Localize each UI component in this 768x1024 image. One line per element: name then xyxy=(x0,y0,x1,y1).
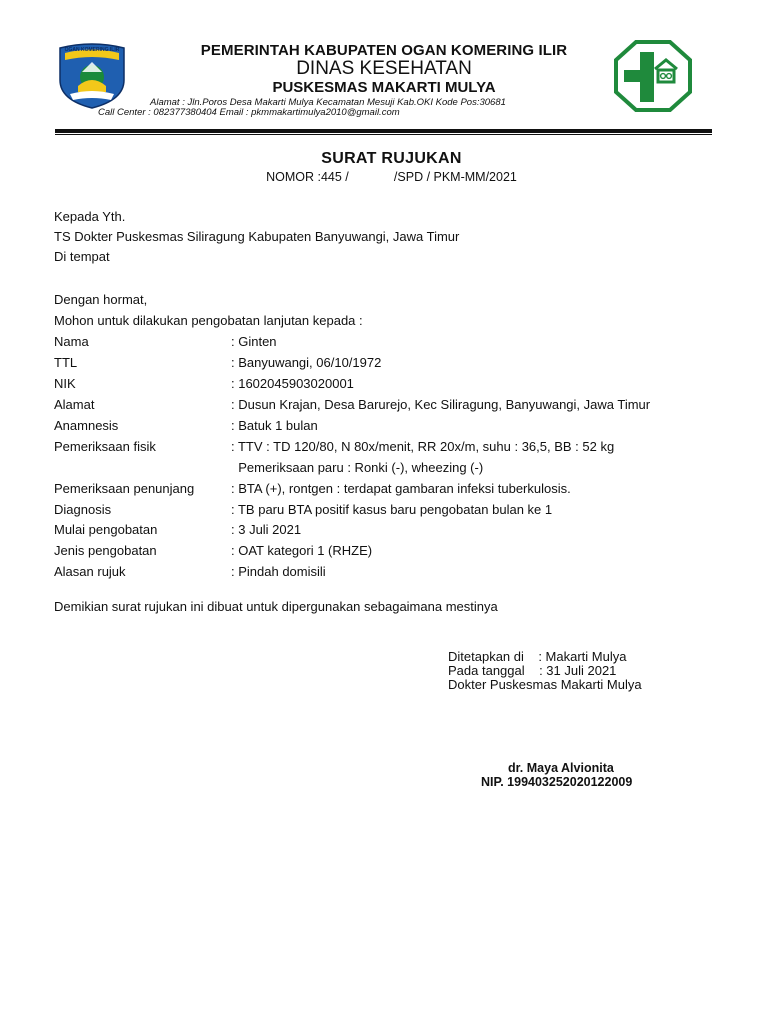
header-contact: Call Center : 082377380404 Email : pkmmakartimulya2010@gmail.com xyxy=(98,107,400,118)
header-address: Alamat : Jln.Poros Desa Makarti Mulya Kecamatan Mesuji Kab.OKI Kode Pos:30681 xyxy=(150,97,506,108)
recipient-name: TS Dokter Puskesmas Siliragung Kabupaten Banyuwangi, Jawa Timur xyxy=(54,229,460,244)
field-label: Diagnosis xyxy=(54,502,112,517)
header-government: PEMERINTAH KABUPATEN OGAN KOMERING ILIR xyxy=(200,42,568,59)
greeting: Dengan hormat, xyxy=(54,292,148,307)
field-label: Pemeriksaan penunjang xyxy=(54,481,195,496)
signer-nip: NIP. 199403252020122009 xyxy=(481,775,633,789)
field-label: Mulai pengobatan xyxy=(54,522,158,537)
sign-place: Ditetapkan di : Makarti Mulya xyxy=(448,649,627,664)
logo-banner-text: OGAN KOMERING ILIR xyxy=(64,47,120,53)
letter-number: NOMOR :445 / /SPD / PKM-MM/2021 xyxy=(266,170,517,184)
sign-date: Pada tanggal : 31 Juli 2021 xyxy=(448,663,617,678)
field-label: NIK xyxy=(54,376,76,391)
field-value: : Ginten xyxy=(231,334,277,349)
field-value: : Banyuwangi, 06/10/1972 xyxy=(231,355,382,370)
field-value: : TTV : TD 120/80, N 80x/menit, RR 20x/m, suhu : 36,5, BB : 52 kg xyxy=(231,439,615,454)
header-rule-thin xyxy=(55,134,712,135)
field-label: Jenis pengobatan xyxy=(54,543,157,558)
field-value: : Dusun Krajan, Desa Barurejo, Kec Siliragung, Banyuwangi, Jawa Timur xyxy=(231,397,651,412)
header-puskesmas: PUSKESMAS MAKARTI MULYA xyxy=(272,79,496,96)
field-label: Alasan rujuk xyxy=(54,564,126,579)
field-value: : Pindah domisili xyxy=(231,564,326,579)
letter-title: SURAT RUJUKAN xyxy=(321,150,462,167)
header-rule-thick xyxy=(55,129,712,133)
recipient-place: Di tempat xyxy=(54,249,110,264)
field-value: : OAT kategori 1 (RHZE) xyxy=(231,543,373,558)
field-value: Pemeriksaan paru : Ronki (-), wheezing (-) xyxy=(231,460,484,475)
field-value: : BTA (+), rontgen : terdapat gambaran infeksi tuberkulosis. xyxy=(231,481,571,496)
recipient-salutation: Kepada Yth. xyxy=(54,209,126,224)
closing-text: Demikian surat rujukan ini dibuat untuk dipergunakan sebagaimana mestinya xyxy=(54,599,498,614)
field-label: Alamat xyxy=(54,397,95,412)
field-label: Pemeriksaan fisik xyxy=(54,439,156,454)
header-department: DINAS KESEHATAN xyxy=(296,58,472,79)
field-label: Nama xyxy=(54,334,89,349)
field-value: : 3 Juli 2021 xyxy=(231,522,302,537)
signer-name: dr. Maya Alvionita xyxy=(508,761,614,775)
field-label: Anamnesis xyxy=(54,418,119,433)
intro-text: Mohon untuk dilakukan pengobatan lanjutan kepada : xyxy=(54,313,363,328)
sign-role: Dokter Puskesmas Makarti Mulya xyxy=(448,677,642,692)
field-value: : TB paru BTA positif kasus baru pengobatan bulan ke 1 xyxy=(231,502,553,517)
field-value: : Batuk 1 bulan xyxy=(231,418,318,433)
field-label: TTL xyxy=(54,355,78,370)
field-value: : 1602045903020001 xyxy=(231,376,354,391)
